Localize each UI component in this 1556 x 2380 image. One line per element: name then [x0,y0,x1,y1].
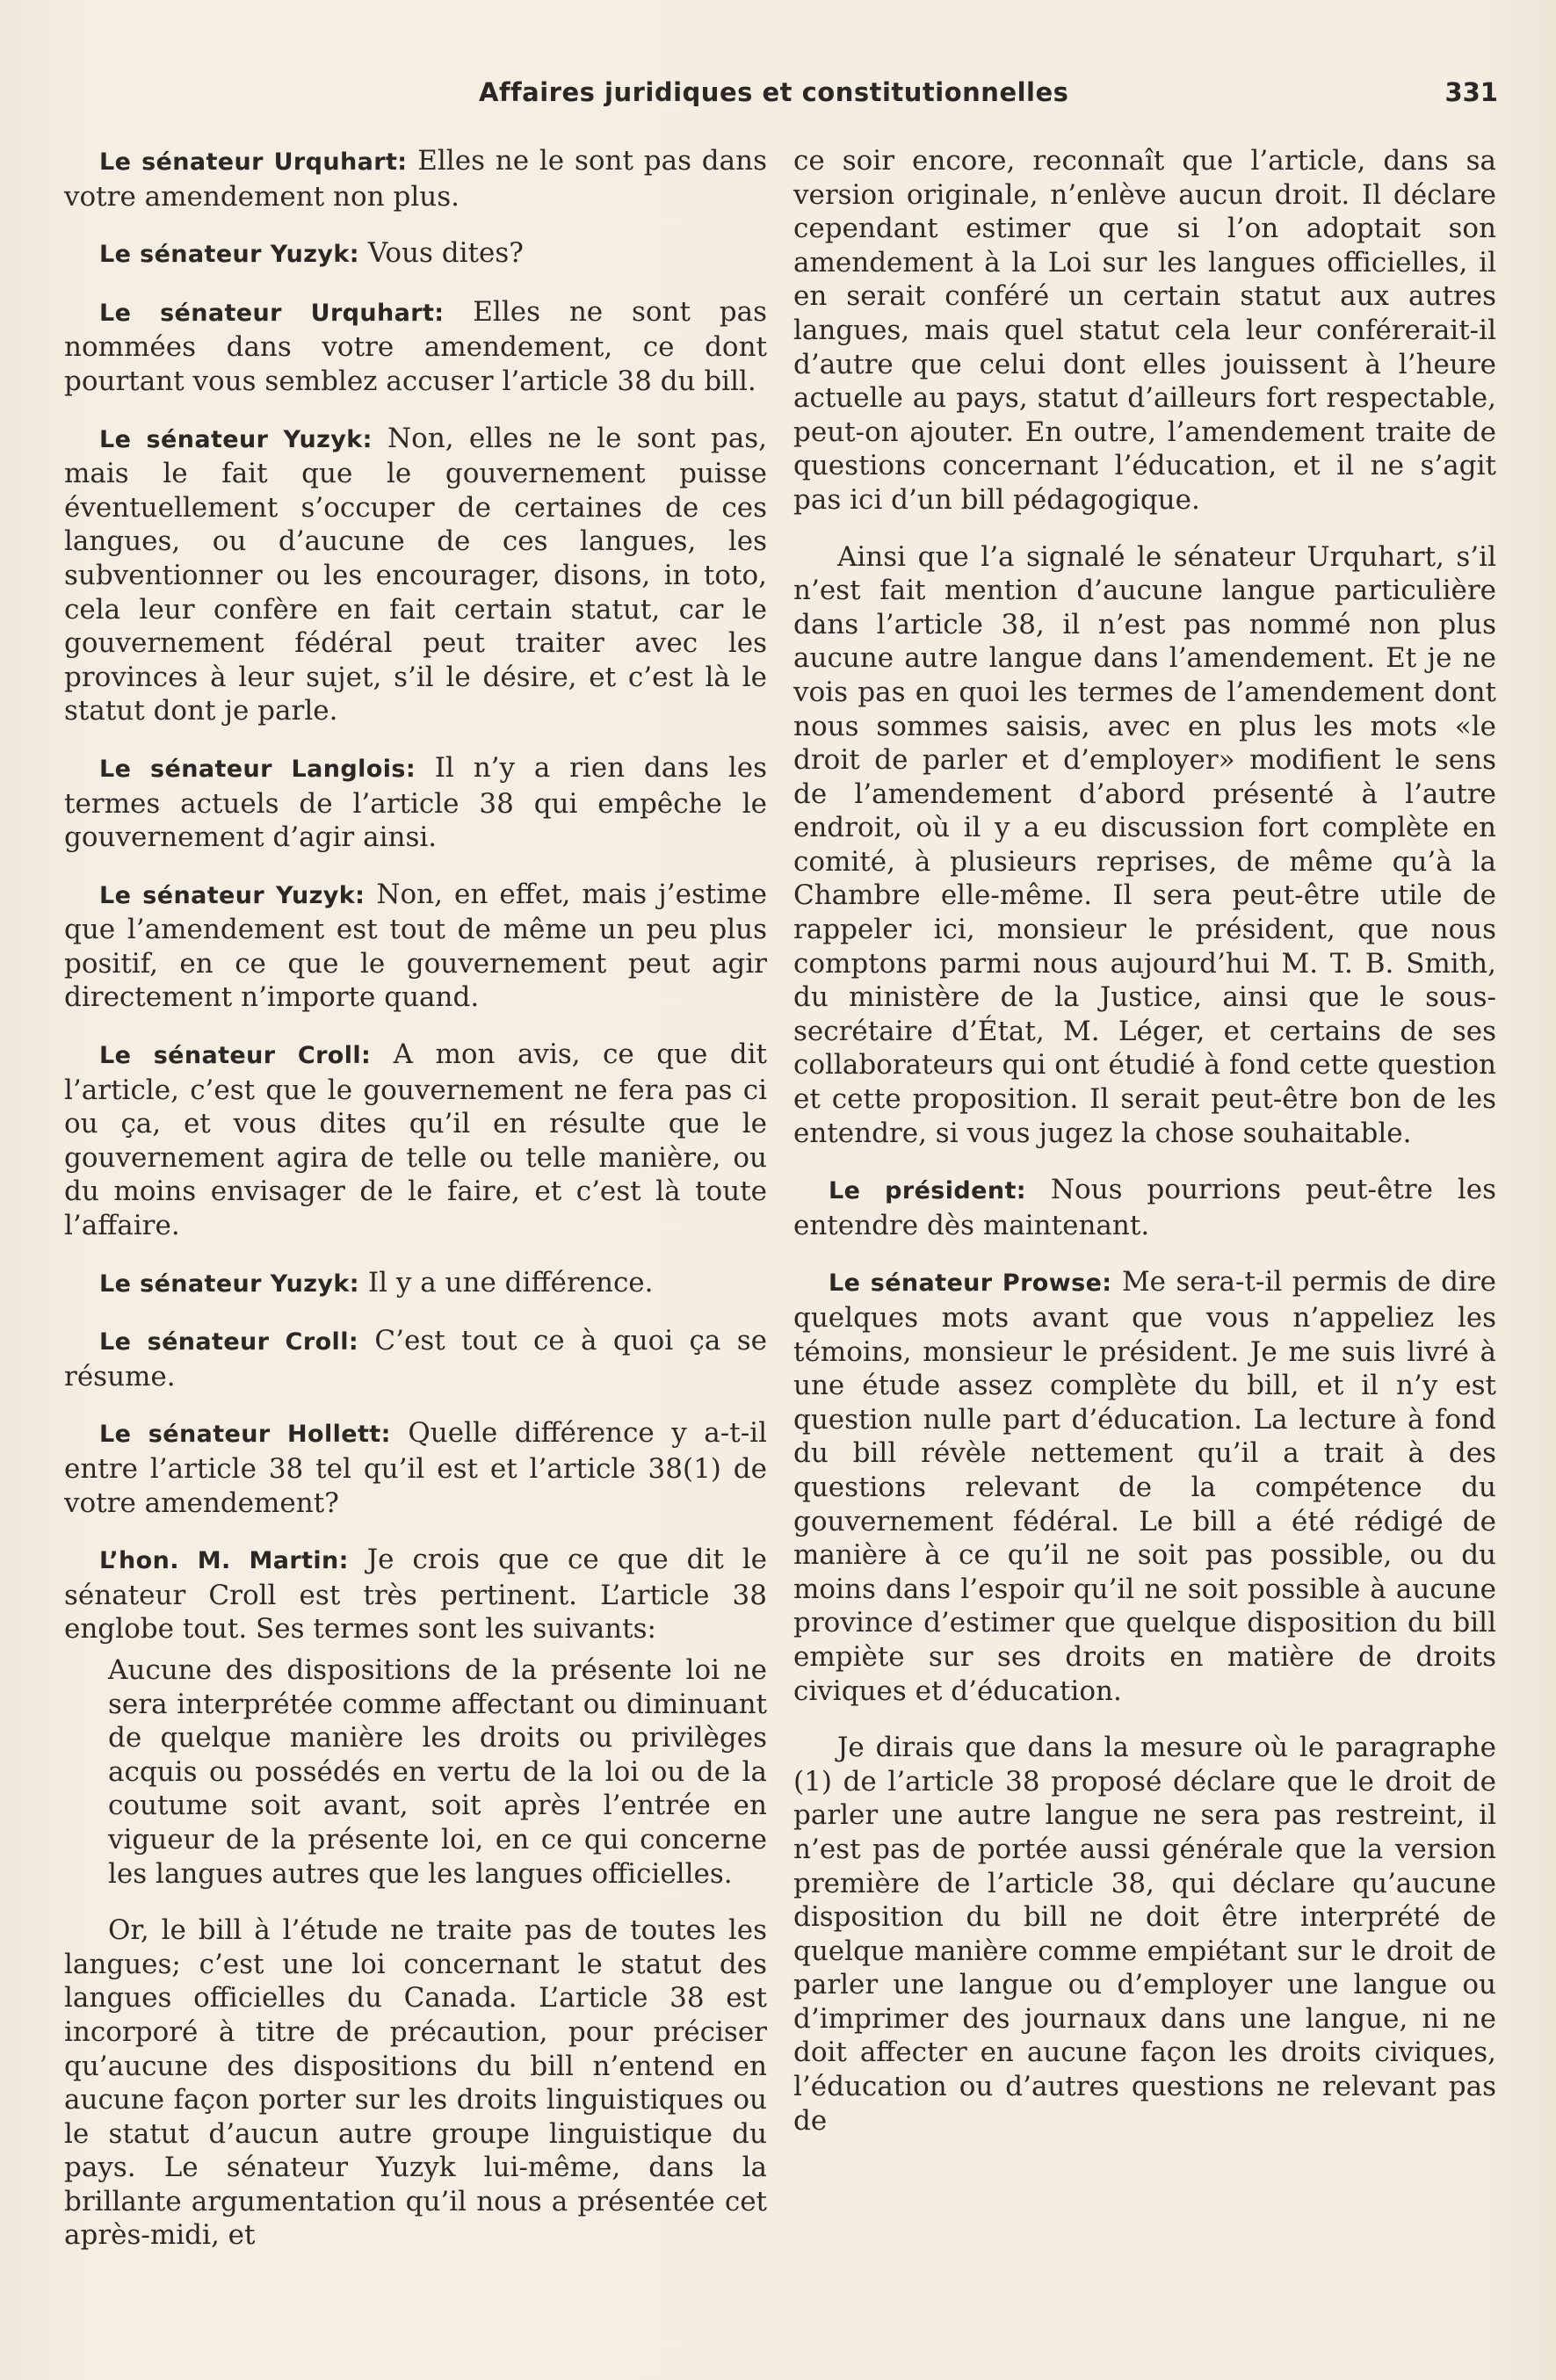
dialogue-paragraph [64,1416,767,1520]
dialogue-paragraph [64,236,767,272]
body-paragraph [793,540,1496,1151]
dialogue-paragraph [793,1265,1496,1708]
speaker-name: Le sénateur Urquhart: [99,299,445,327]
dialogue-paragraph [64,1324,767,1393]
left-column [64,144,767,2253]
speech-text: A mon avis, ce que dit l’article, c’est que le gouvernement ne fera pas ci ou ça, et vous dites qu’il en résulte que le gouvernement agira de telle ou telle manière, ou du moins envisager de le faire, et c’est là toute l’affaire. [64,1038,767,1242]
dialogue-paragraph [64,295,767,399]
dialogue-paragraph [64,1038,767,1243]
dialogue-paragraph [64,1543,767,1646]
dialogue-paragraph [64,1266,767,1302]
right-column [793,144,1496,2138]
page-number: 331 [1444,77,1498,107]
speech-text: C’est tout ce à quoi ça se résume. [64,1325,767,1393]
speaker-name: Le sénateur Yuzyk: [99,425,373,453]
speaker-name: Le sénateur Urquhart: [99,148,408,176]
speaker-name: Le sénateur Langlois: [99,755,416,783]
speaker-name: Le président: [829,1177,1026,1205]
speech-text: Vous dites? [358,237,524,270]
body-paragraph: Or, le bill à l’étude ne traite pas de toutes les langues; c’est une loi concernant le statut des langues officielles du Canada. L’article 38 est incorporé à titre de précaution, pour préciser qu’aucune des dispositions du bill n’entend en aucune façon porter sur les droits linguistiques ou le statut d’aucun autre groupe linguistique du pays. Le sénateur Yuzyk lui-même, dans la brillante argumentation qu’il nous a présentée cet après-midi, et [64,1914,767,2252]
body-paragraph [793,1731,1496,2138]
speaker-name: Le sénateur Yuzyk: [99,241,359,269]
speech-text: Ainsi que l’a signalé le sénateur Urquhart, s’il n’est fait mention d’aucune langue particulière dans l’article 38, il n’est pas nommé non plus aucune autre langue dans l’amendement. Et je ne vois pas en quoi les termes de l’amendement dont nous sommes saisis, avec en plus les mots «le droit de parler et d’employer» modifient le sens de l’amendement d’abord présenté à l’autre endroit, où il y a eu discussion fort complète en comité, à plusieurs reprises, de même qu’à la Chambre elle-même. Il sera peut-être utile de rappeler ici, monsieur le président, que nous comptons parmi nous aujourd’hui M. T. B. Smith, du ministère de la Justice, ainsi que le sous-secrétaire d’État, M. Léger, et certains de ses collaborateurs qui ont étudié à fond cette question et cette proposition. Il serait peut-être bon de les entendre, si vous jugez la chose souhaitable. [793,540,1496,1149]
speaker-name: Le sénateur Croll: [99,1042,372,1070]
running-head [479,77,1498,112]
speaker-name: Le sénateur Yuzyk: [99,1270,359,1298]
speech-text: Il y a une différence. [358,1266,654,1299]
speech-text: Non, en effet, mais j’estime que l’amendement est tout de même un peu plus positif, en ce que le gouvernement peut agir directement n’importe quand. [64,878,767,1014]
speech-text: Elles ne le sont pas dans votre amendement non plus. [64,145,767,213]
speech-text: Nous pourrions peut-être les entendre dès maintenant. [793,1174,1496,1241]
body-paragraph [793,144,1496,517]
dialogue-paragraph [64,422,767,728]
speech-text: ce soir encore, reconnaît que l’article, dans sa version originale, n’enlève aucun droit. Il déclare cependant estimer que si l’on adoptait son amendement à la Loi sur les langues officielles, il en serait conféré un certain statut aux autres langues, mais quel statut cela leur conférerait-il d’autre que celui dont elles jouissent à l’heure actuelle au pays, statut d’ailleurs fort respectable, peut-on ajouter. En outre, l’amendement traite de questions concernant l’éducation, et il ne s’agit pas ici d’un bill pédagogique. [793,145,1496,516]
running-head-title: Affaires juridiques et constitutionnelles [479,77,1069,107]
speaker-name: Le sénateur Croll: [99,1328,359,1356]
speech-text: Me sera-t-il permis de dire quelques mots avant que vous n’appeliez les témoins, monsieur le président. Je me suis livré à une étude assez complète du bill, et il n’y est question nulle part d’éducation. La lecture à fond du bill révèle nettement qu’il a trait à des questions relevant de la compétence du gouvernement fédéral. Le bill a été rédigé de manière à ce qu’il ne soit pas possible, ou du moins dans l’espoir qu’il ne soit possible à aucune province d’estimer que quelque disposition du bill empiète sur ses droits en matière de droits civiques et d’éducation. [793,1266,1496,1707]
speaker-name: Le sénateur Hollett: [99,1421,391,1449]
speech-text: Je crois que ce que dit le sénateur Croll est très pertinent. L’article 38 englobe tout. Ses termes sont les suivants: [64,1544,767,1646]
speech-text: Elles ne sont pas nommées dans votre amendement, ce dont pourtant vous semblez accuser l’article 38 du bill. [64,295,768,397]
dialogue-paragraph [64,878,767,1015]
dialogue-paragraph [64,144,767,213]
speaker-name: Le sénateur Yuzyk: [99,881,365,909]
dialogue-paragraph [793,1173,1496,1242]
speech-text: Je dirais que dans la mesure où le paragraphe (1) de l’article 38 proposé déclare que le droit de parler une autre langue ne sera pas restreint, il n’est pas de portée aussi générale que la version première de l’article 38, qui déclare qu’aucune disposition du bill ne doit être interprété de quelque manière comme empiétant sur le droit de parler une langue ou d’employer une langue ou d’imprimer des journaux dans une langue, ni ne doit affecter en aucune façon les droits civiques, l’éducation ou d’autres questions ne relevant pas de [793,1732,1496,2137]
speech-text: Il n’y a rien dans les termes actuels de l’article 38 qui empêche le gouvernement d’agir ainsi. [64,751,768,854]
speech-text: Non, elles ne le sont pas, mais le fait que le gouvernement puisse éventuellement s’occuper de certaines de ces langues, ou d’aucune de ces langues, les subventionner ou les encourager, disons, in toto, cela leur confère en fait certain statut, car le gouvernement fédéral peut traiter avec les provinces à leur sujet, s’il le désire, et c’est là le statut dont je parle. [64,422,767,727]
quoted-article: Aucune des dispositions de la présente loi ne sera interprétée comme affectant ou diminuant de quelque manière les droits ou privilèges acquis ou possédés en vertu de la loi ou de la coutume soit avant, soit après l’entrée en vigueur de la présente loi, en ce qui concerne les langues autres que les langues officielles. [108,1653,767,1890]
speaker-name: L’hon. M. Martin: [99,1547,349,1575]
speech-text: Quelle différence y a-t-il entre l’article 38 tel qu’il est et l’article 38(1) de votre amendement? [64,1417,767,1519]
speaker-name: Le sénateur Prowse: [829,1270,1112,1298]
dialogue-paragraph [64,751,767,855]
